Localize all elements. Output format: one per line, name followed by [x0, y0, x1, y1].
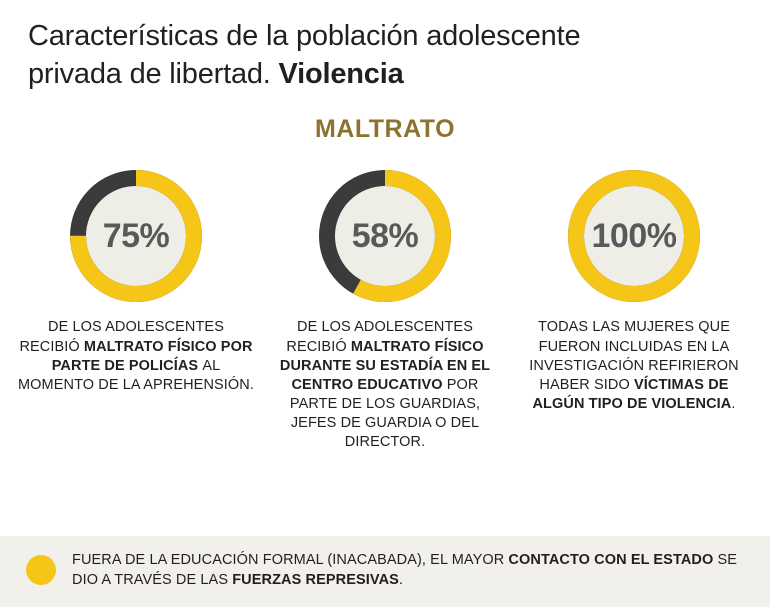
footer-text: [72, 550, 744, 591]
donut-chart-row: [0, 144, 770, 452]
title-line-2: [28, 56, 742, 94]
footer-segment: SE DIO A TRAVÉS DE LAS: [72, 551, 738, 589]
footer-emphasis: FUERZAS REPRESIVAS: [232, 572, 399, 589]
donut-ring-icon: [315, 166, 455, 306]
title-line-2-strong: Violencia: [278, 57, 404, 90]
section-heading: MALTRATO: [314, 115, 456, 144]
donut-value-label: 75%: [102, 216, 170, 255]
bullet-dot-icon: [26, 555, 56, 585]
donut-stat-1: [18, 166, 254, 395]
caption-text: POR PARTE DE LOS GUARDIAS, JEFES DE GUARDIA O DEL DIRECTOR.: [289, 376, 481, 451]
title-line-1: Características de la población adolescente: [28, 20, 581, 52]
footer-emphasis: CONTACTO CON EL ESTADO: [508, 551, 718, 568]
title-line-2-plain: privada de libertad.: [28, 57, 279, 90]
caption-emphasis: VÍCTIMAS DE ALGÚN TIPO DE VIOLENCIA: [532, 376, 732, 412]
page-title: [0, 0, 770, 93]
caption-emphasis: MALTRATO FÍSICO POR PARTE DE POLICÍAS: [51, 338, 253, 374]
donut-stat-3: [516, 166, 752, 414]
caption-text: DE LOS ADOLESCENTES RECIBIÓ: [286, 319, 473, 355]
donut-stat-2: [267, 166, 503, 452]
donut-ring-icon: [66, 166, 206, 306]
caption-text: TODAS LAS MUJERES QUE FUERON INCLUIDAS EN LA INVESTIGACIÓN REFIRIERON HABER SIDO: [529, 319, 739, 393]
caption-text: AL MOMENTO DE LA APREHENSIÓN.: [18, 357, 254, 393]
donut-caption: [516, 318, 752, 414]
donut-caption: [267, 318, 503, 452]
donut-value-label: 58%: [351, 216, 419, 255]
caption-emphasis: MALTRATO FÍSICO DURANTE SU ESTADÍA EN EL CENTRO EDUCATIVO: [279, 338, 491, 393]
footer-segment: FUERA DE LA EDUCACIÓN FORMAL (INACABADA), EL MAYOR: [72, 551, 509, 568]
footer-note: [0, 536, 770, 607]
donut-ring-icon: [564, 166, 704, 306]
caption-text: .: [731, 395, 736, 412]
donut-caption: [18, 318, 254, 395]
donut-value-label: 100%: [591, 216, 677, 255]
footer-segment: .: [398, 572, 404, 589]
caption-text: DE LOS ADOLESCENTES RECIBIÓ: [19, 319, 224, 355]
